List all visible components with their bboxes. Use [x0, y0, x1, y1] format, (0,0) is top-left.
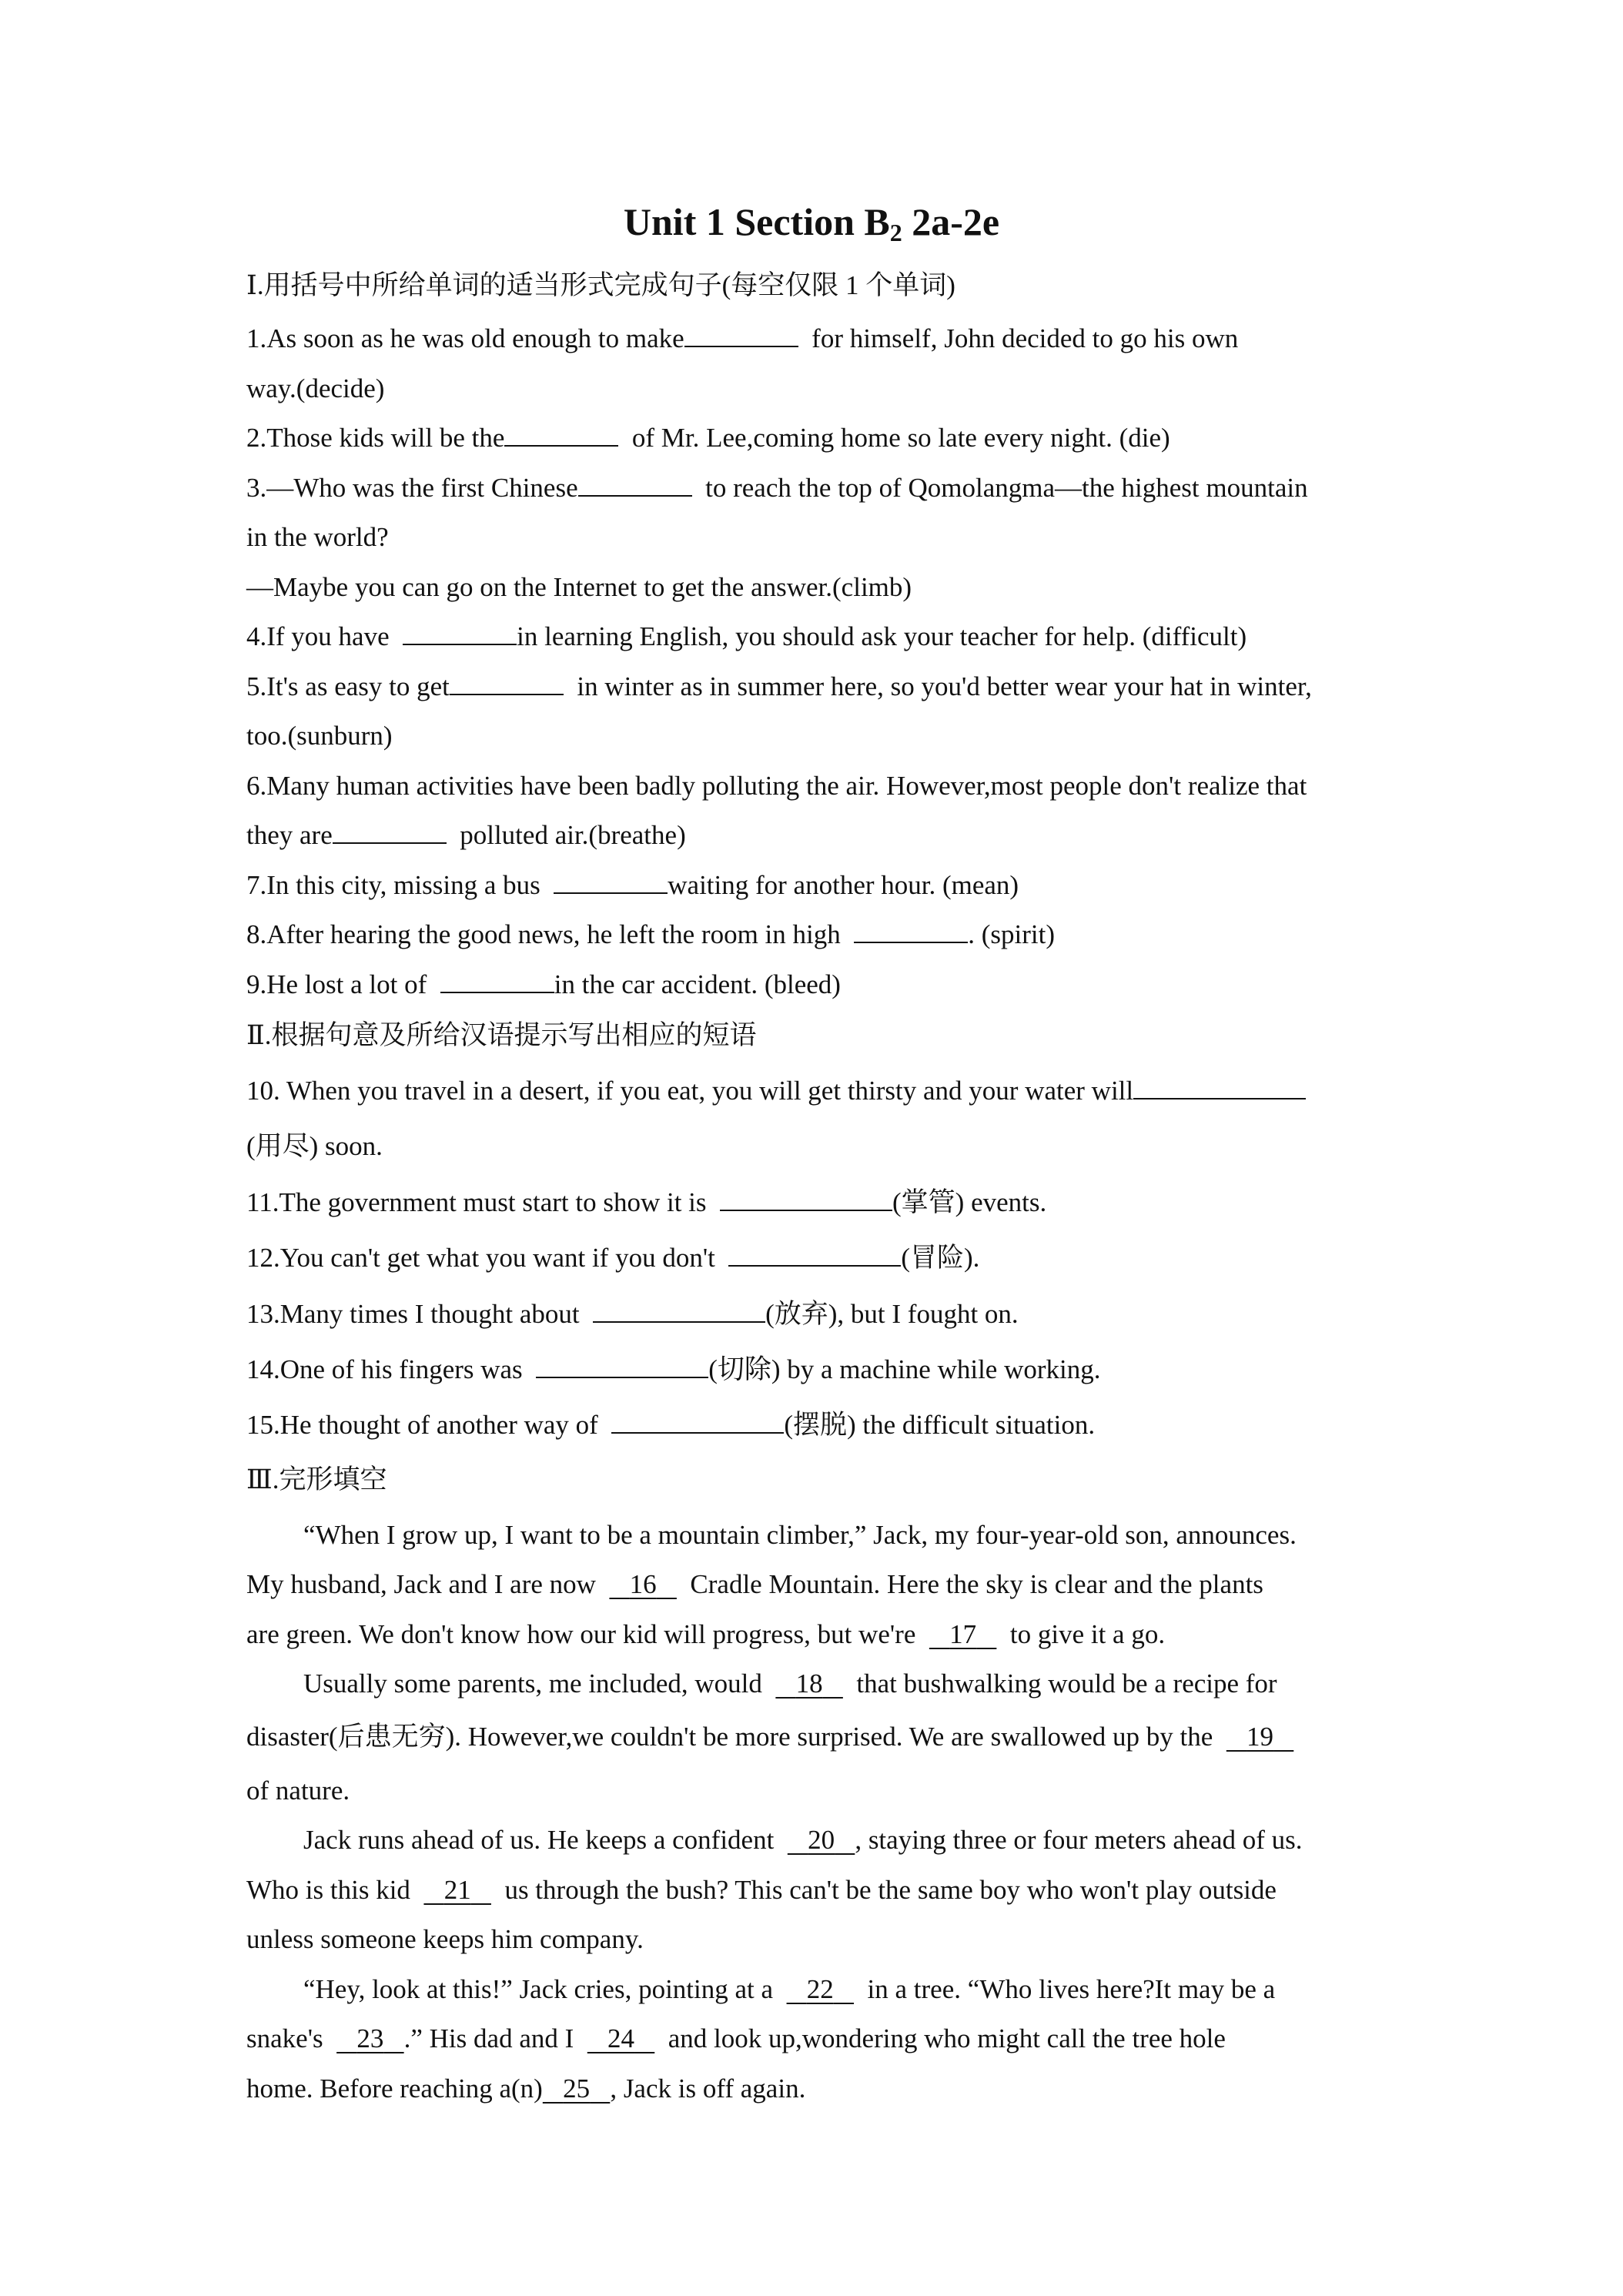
answer-blank[interactable] [593, 1298, 765, 1323]
title-main: Unit 1 Section B [623, 200, 890, 243]
section3-heading: Ⅲ.完形填空 [246, 1464, 387, 1494]
title-suffix: 2a-2e [902, 200, 1000, 243]
cloze-blank-17[interactable]: 17 [949, 1619, 977, 1649]
title-subscript: 2 [889, 219, 902, 246]
cloze-blank-16[interactable]: 16 [629, 1569, 657, 1599]
question-5-line-1: 5.It's as easy to get in winter as in summer here, so you'd better wear your hat in winter, [246, 671, 1312, 701]
cloze-blank-24[interactable]: 24 [607, 2023, 635, 2053]
answer-blank[interactable] [684, 323, 798, 347]
cloze-blank-20[interactable]: 20 [808, 1825, 835, 1855]
passage-p2-line-1: Usually some parents, me included, would 18 that bushwalking would be a recipe for [303, 1665, 1277, 1702]
question-1-line-2: way.(decide) [246, 373, 385, 403]
answer-blank[interactable] [854, 919, 968, 943]
cloze-blank-21[interactable]: 21 [443, 1875, 471, 1905]
answer-blank[interactable] [611, 1409, 784, 1434]
question-8: 8.After hearing the good news, he left the room in high . (spirit) [246, 919, 1056, 949]
answer-blank[interactable] [536, 1354, 708, 1378]
question-6-line-1: 6.Many human activities have been badly polluting the air. However,most people don't realize that [246, 771, 1307, 801]
question-1-line-1: 1.As soon as he was old enough to make for himself, John decided to go his own [246, 323, 1239, 353]
passage-p3-line-1: Jack runs ahead of us. He keeps a confident 20 , staying three or four meters ahead of us. [303, 1822, 1303, 1859]
question-3-line-2: in the world? [246, 522, 389, 552]
question-10-line-2: (用尽) soon. [246, 1131, 383, 1161]
answer-blank[interactable] [504, 422, 618, 447]
question-4: 4.If you have in learning English, you should ask your teacher for help. (difficult) [246, 621, 1247, 651]
question-7: 7.In this city, missing a bus waiting for another hour. (mean) [246, 870, 1019, 900]
passage-p4-line-1: “Hey, look at this!” Jack cries, pointing at a 22 in a tree. “Who lives here?It may be a [303, 1971, 1275, 2008]
passage-p2-line-2: disaster(后患无穷). However,we couldn't be more surprised. We are swallowed up by the 19 [246, 1719, 1293, 1755]
question-10-line-1: 10. When you travel in a desert, if you eat, you will get thirsty and your water will [246, 1073, 1306, 1110]
page-title [0, 194, 1623, 260]
passage-p4-line-2: snake's 23 .” His dad and I 24 and look up,wondering who might call the tree hole [246, 2020, 1226, 2057]
question-11: 11.The government must start to show it is (掌管) events. [246, 1187, 1047, 1217]
answer-blank[interactable] [403, 621, 517, 645]
cloze-blank-23[interactable]: 23 [356, 2023, 384, 2053]
cloze-blank-25[interactable]: 25 [563, 2073, 591, 2104]
question-3-line-3: —Maybe you can go on the Internet to get the answer.(climb) [246, 572, 912, 602]
passage-p1-line-1: “When I grow up, I want to be a mountain climber,” Jack, my four-year-old son, announces. [303, 1520, 1297, 1550]
passage-p2-line-3: of nature. [246, 1776, 350, 1806]
question-2: 2.Those kids will be the of Mr. Lee,coming home so late every night. (die) [246, 423, 1170, 453]
passage-p1-line-2: My husband, Jack and I are now 16 Cradle Mountain. Here the sky is clear and the plants [246, 1566, 1263, 1603]
cloze-blank-22[interactable]: 22 [806, 1974, 834, 2004]
passage-p1-line-3: are green. We don't know how our kid will progress, but we're 17 to give it a go. [246, 1616, 1165, 1653]
question-3-line-1: 3.—Who was the first Chinese to reach the top of Qomolangma—the highest mountain [246, 473, 1308, 503]
question-9: 9.He lost a lot of in the car accident. (bleed) [246, 969, 841, 999]
question-13: 13.Many times I thought about (放弃), but I fought on. [246, 1299, 1019, 1329]
question-12: 12.You can't get what you want if you don't (冒险). [246, 1243, 980, 1273]
section2-heading: Ⅱ.根据句意及所给汉语提示写出相应的短语 [246, 1020, 757, 1050]
question-14: 14.One of his fingers was (切除) by a machine while working. [246, 1354, 1101, 1384]
answer-blank[interactable] [554, 869, 668, 894]
question-15: 15.He thought of another way of (摆脱) the difficult situation. [246, 1410, 1096, 1440]
answer-blank[interactable] [333, 819, 447, 844]
cloze-blank-18[interactable]: 18 [795, 1668, 823, 1699]
section1-heading: Ⅰ.用括号中所给单词的适当形式完成句子(每空仅限 1 个单词) [246, 270, 955, 300]
answer-blank[interactable] [450, 671, 564, 695]
answer-blank[interactable] [1133, 1075, 1306, 1099]
answer-blank[interactable] [578, 472, 692, 497]
answer-blank[interactable] [728, 1242, 901, 1267]
question-5-line-2: too.(sunburn) [246, 721, 393, 751]
passage-p3-line-3: unless someone keeps him company. [246, 1924, 644, 1954]
question-6-line-2: they are polluted air.(breathe) [246, 820, 686, 850]
answer-blank[interactable] [440, 969, 554, 993]
passage-p3-line-2: Who is this kid 21 us through the bush? This can't be the same boy who won't play outside [246, 1872, 1277, 1909]
answer-blank[interactable] [720, 1186, 892, 1211]
passage-p4-line-3: home. Before reaching a(n) 25 , Jack is off again. [246, 2070, 805, 2107]
cloze-blank-19[interactable]: 19 [1247, 1722, 1274, 1752]
